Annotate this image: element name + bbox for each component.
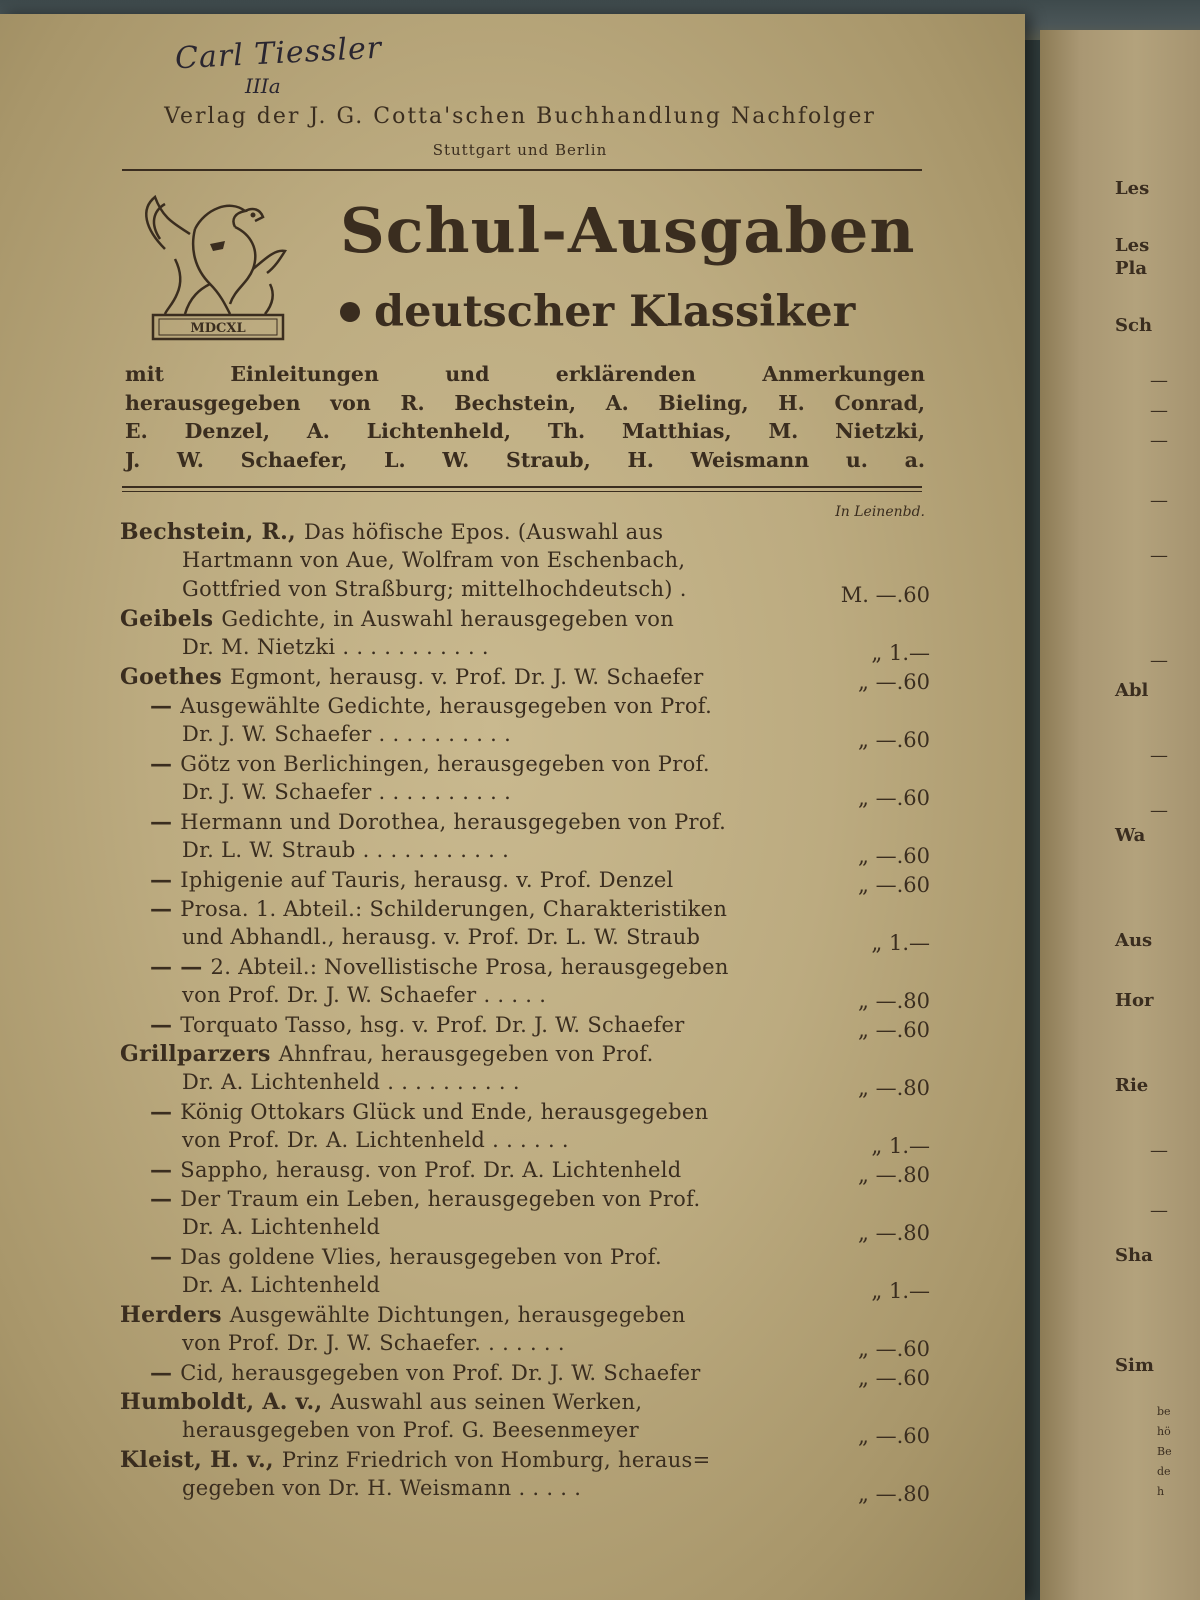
entry-author: — [150,867,181,893]
entry-text: Iphigenie auf Tauris, herausg. v. Prof. Denzel [180,868,674,892]
entry-text: Cid, herausgegeben von Prof. Dr. J. W. Schaefer [180,1361,701,1385]
entry-text: Prosa. 1. Abteil.: Schilderungen, Charakteristiken [180,897,728,921]
adjacent-page-dash: — [1150,800,1168,821]
adjacent-page-dash: — [1150,650,1168,671]
entry-line: Dr. A. Lichtenheld . . . . . . . . . . [182,1070,520,1094]
entry-price: „ —.60 [858,1337,930,1361]
entry-price: „ 1.— [871,641,930,665]
entry-author: — [150,1099,181,1125]
entry-author: — [150,1244,181,1270]
adjacent-page-dash: — [1150,745,1168,766]
adjacent-page-fragment: Sha [1115,1245,1153,1266]
entry-text: Egmont, herausg. v. Prof. Dr. J. W. Schaefer [230,665,704,689]
entry-line [150,1186,700,1212]
entry-author: — [150,809,181,835]
entry-author: — [150,1360,181,1386]
entry-line: gegeben von Dr. H. Weismann . . . . . [182,1476,582,1500]
adjacent-page-dash: — [1150,400,1168,421]
entry-line [150,1099,708,1125]
entry-author: — [150,896,181,922]
entry-author: Goethes [120,664,231,690]
adjacent-page-fragment: Hor [1115,990,1154,1011]
adjacent-page-fragment: Rie [1115,1075,1149,1096]
entry-line [120,1389,642,1415]
entry-price: „ —.60 [858,844,930,868]
entry-text: Götz von Berlichingen, herausgegeben von Prof. [180,752,710,776]
adjacent-page-dash: — [1150,1140,1168,1161]
entry-price: „ —.60 [858,873,930,897]
entry-price: „ 1.— [871,1134,930,1158]
divider [122,169,922,171]
entry-text: Hermann und Dorothea, herausgegeben von Prof. [180,810,727,834]
publisher-city: Stuttgart und Berlin [432,141,608,159]
entry-line [150,896,727,922]
entry-price: M. —.60 [840,583,930,607]
entry-line: Dr. M. Nietzki . . . . . . . . . . . [182,635,489,659]
editors-line: herausgegeben von R. Bechstein, A. Bieling, H. Conrad, [125,390,925,415]
entry-line: von Prof. Dr. A. Lichtenheld . . . . . . [182,1128,569,1152]
adjacent-page-fragment: Aus [1115,930,1153,951]
adjacent-page-fragment: Wa [1115,825,1146,846]
entry-author: Kleist, H. v., [120,1447,282,1473]
entry-line: von Prof. Dr. J. W. Schaefer. . . . . . . [182,1331,565,1355]
entry-author: — [150,1012,181,1038]
adjacent-page-fragment: Abl [1115,680,1149,701]
editors-block [125,360,925,474]
entry-text: Das höfische Epos. (Auswahl aus [303,520,664,544]
divider [122,491,922,492]
entry-text: Das goldene Vlies, herausgegeben von Prof. [180,1245,662,1269]
entry-price: „ —.80 [858,1482,930,1506]
bullet-icon [340,302,360,322]
entry-text: Auswahl aus seinen Werken, [330,1390,643,1414]
entry-text: Der Traum ein Leben, herausgegeben von Prof. [180,1187,701,1211]
editors-line: J. W. Schaefer, L. W. Straub, H. Weismann u. a. [125,447,925,472]
entry-line: herausgegeben von Prof. G. Beesenmeyer [182,1418,639,1442]
adjacent-page-small-text: de [1157,1465,1171,1478]
entry-line: Dr. L. W. Straub . . . . . . . . . . . [182,838,510,862]
adjacent-page-dash: — [1150,1200,1168,1221]
adjacent-page-fragment: Les [1115,235,1150,256]
adjacent-page-small-text: hö [1157,1425,1171,1438]
entry-price: „ —.60 [858,728,930,752]
entry-text: Torquato Tasso, hsg. v. Prof. Dr. J. W. Schaefer [180,1013,685,1037]
adjacent-page-fragment: Les [1115,178,1150,199]
entry-line: und Abhandl., herausg. v. Prof. Dr. L. W. Straub [182,925,701,949]
entry-author: Bechstein, R., [120,519,304,545]
entry-price: „ 1.— [871,1279,930,1303]
entry-line [150,1360,701,1386]
adjacent-page-dash: — [1150,430,1168,451]
entry-author: Humboldt, A. v., [120,1389,331,1415]
price-column-header: In Leinenbd. [835,504,925,520]
divider [122,486,922,488]
entry-line [120,1041,654,1067]
entry-text: Ausgewählte Dichtungen, herausgegeben [229,1303,686,1327]
editors-line: E. Denzel, A. Lichtenheld, Th. Matthias, M. Nietzki, [125,419,925,443]
entry-author: — [150,1186,181,1212]
entry-text: Prinz Friedrich von Homburg, heraus= [281,1448,711,1472]
entry-price: „ —.60 [858,1018,930,1042]
entry-price: „ 1.— [871,931,930,955]
entry-price: „ —.80 [858,1076,930,1100]
entry-text: Sappho, herausg. von Prof. Dr. A. Lichtenheld [180,1158,682,1182]
handwritten-signature: Carl Tiessler [174,30,383,77]
entry-line [150,693,712,719]
adjacent-page-small-text: Be [1157,1445,1172,1458]
entry-line: Gottfried von Straßburg; mittelhochdeutsch) . [182,577,687,601]
entry-line [150,809,726,835]
entry-price: „ —.60 [858,1424,930,1448]
entry-price: „ —.80 [858,1221,930,1245]
entry-line [150,954,729,980]
entry-line [120,1447,711,1473]
entry-price: „ —.60 [858,786,930,810]
subtitle-text: deutscher Klassiker [374,287,856,337]
adjacent-page-fragment: Sch [1115,315,1153,336]
handwritten-class: IIIa [245,74,281,98]
adjacent-page-small-text: h [1157,1485,1165,1498]
adjacent-page-small-text: be [1157,1405,1171,1418]
entry-line [150,867,674,893]
entry-price: „ —.60 [858,670,930,694]
entry-line: von Prof. Dr. J. W. Schaefer . . . . . [182,983,547,1007]
entry-author: — [150,751,181,777]
entry-line [120,519,663,545]
entry-line: Dr. A. Lichtenheld [182,1273,381,1297]
entry-line: Dr. J. W. Schaefer . . . . . . . . . . [182,722,512,746]
entry-line: Hartmann von Aue, Wolfram von Eschenbach, [182,548,686,572]
entry-text: Gedichte, in Auswahl herausgegeben von [221,607,675,631]
entry-line: Dr. A. Lichtenheld [182,1215,381,1239]
entry-author: — [150,693,181,719]
entry-text: 2. Abteil.: Novellistische Prosa, herausgegeben [210,955,729,979]
entry-price: „ —.60 [858,1366,930,1390]
entry-line [150,751,710,777]
griffin-emblem-icon [135,189,300,344]
catalog-page [0,14,1025,1600]
publisher-line: Verlag der J. G. Cotta'schen Buchhandlung Nachfolger [164,104,876,129]
editors-line: mit Einleitungen und erklärenden Anmerkungen [125,362,925,386]
entry-line [150,1157,681,1183]
entry-author: — [150,1157,181,1183]
page-subtitle [340,287,940,337]
entry-line [150,1244,662,1270]
entry-author: — — [150,954,211,980]
entry-line [120,606,674,632]
adjacent-page-dash: — [1150,490,1168,511]
entry-price: „ —.80 [858,1163,930,1187]
entry-line [120,1302,686,1328]
entry-author: Grillparzers [120,1041,279,1067]
entry-line: Dr. J. W. Schaefer . . . . . . . . . . [182,780,512,804]
emblem-label: MDCXL [190,321,246,336]
page-title: Schul-Ausgaben [340,194,916,267]
adjacent-page-fragment: Sim [1115,1355,1154,1376]
entry-line [150,1012,685,1038]
entry-price: „ —.80 [858,989,930,1013]
entry-text: Ahnfrau, herausgegeben von Prof. [278,1042,654,1066]
entry-line [120,664,704,690]
entry-text: Ausgewählte Gedichte, herausgegeben von Prof. [180,694,713,718]
adjacent-page-dash: — [1150,370,1168,391]
entry-text: König Ottokars Glück und Ende, herausgegeben [180,1100,709,1124]
entry-author: Geibels [120,606,222,632]
adjacent-page-fragment: Pla [1115,258,1148,279]
entry-author: Herders [120,1302,230,1328]
adjacent-page-dash: — [1150,545,1168,566]
